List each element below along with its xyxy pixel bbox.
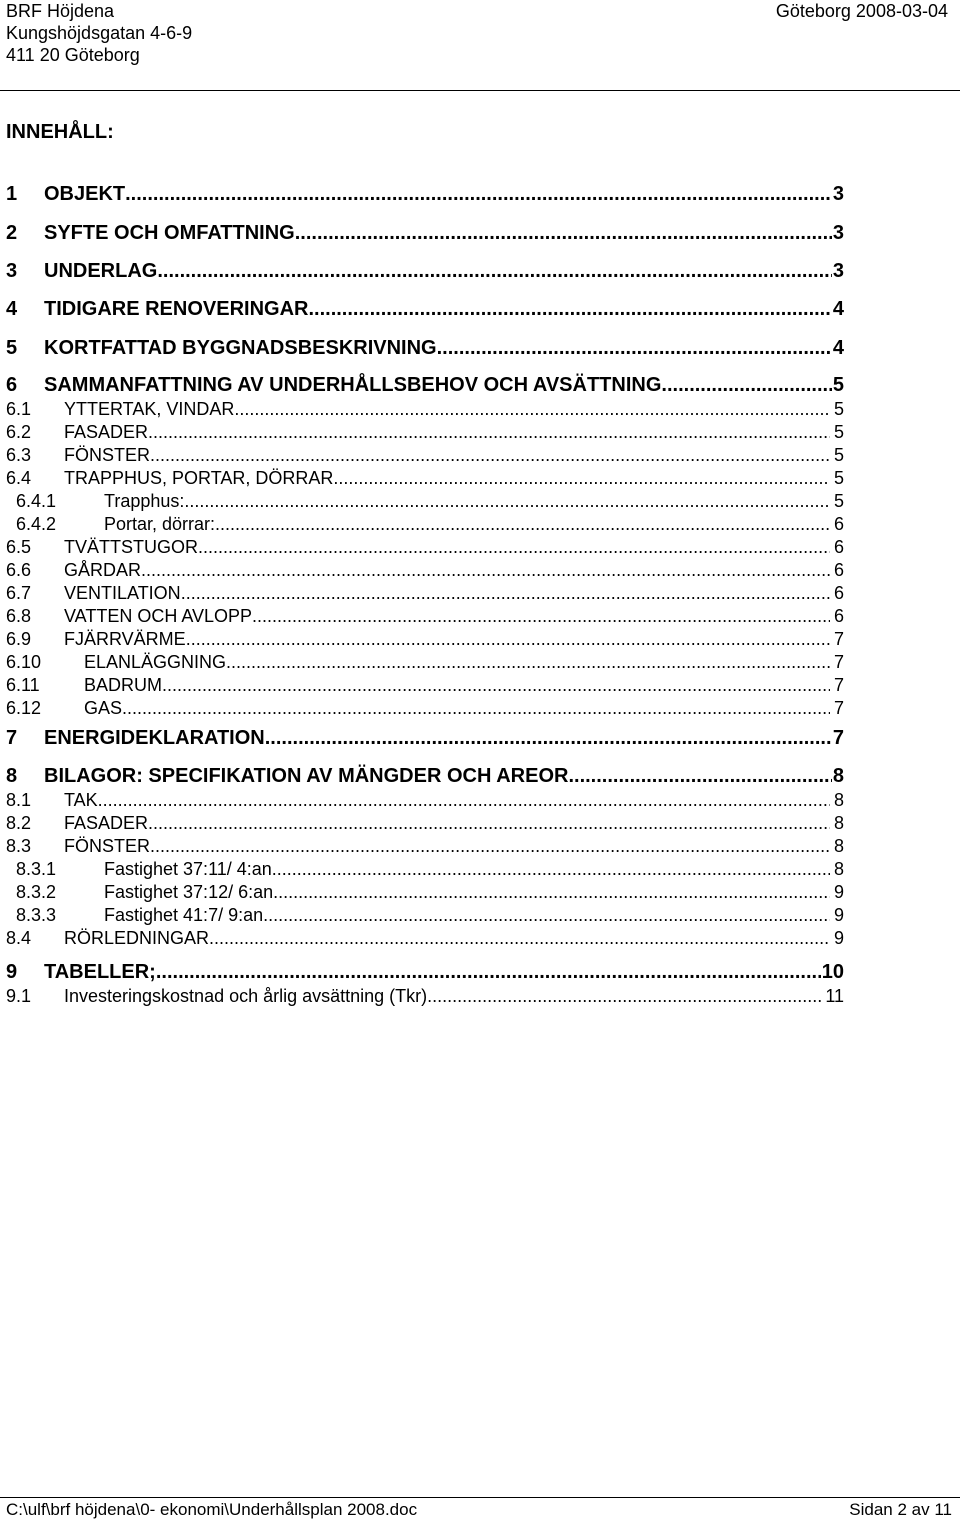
toc-entry-title: RÖRLEDNINGAR — [64, 928, 210, 948]
toc-entry-title: Trapphus: — [104, 491, 185, 511]
toc-entry-number: 8.1 — [6, 790, 32, 810]
toc-dot-leader — [252, 605, 830, 627]
toc-entry-page: 4 — [832, 337, 844, 359]
toc-entry-number: 6.1 — [6, 399, 32, 419]
toc-entry-page: 7 — [833, 698, 844, 718]
toc-entry-title: Fastighet 37:12/ 6:an — [104, 882, 274, 902]
toc-entry-title: GAS — [84, 698, 123, 718]
toc-entry-title: OBJEKT — [44, 183, 126, 205]
toc-entry-page: 7 — [833, 675, 844, 695]
toc-entry-number: 6.11 — [6, 675, 40, 695]
toc-entry-number: 7 — [6, 727, 18, 749]
toc-entry-number: 8 — [6, 765, 18, 787]
toc-entry-title: BILAGOR: SPECIFIKATION AV MÄNGDER OCH AREOR — [44, 765, 569, 787]
toc-entry-title: ENERGIDEKLARATION — [44, 727, 265, 749]
toc-entry-title: FASADER — [64, 813, 149, 833]
toc-entry-page: 10 — [821, 961, 844, 983]
toc-entry[interactable] — [6, 904, 844, 926]
toc-heading: INNEHÅLL: — [6, 121, 114, 143]
toc-entry-number: 6.5 — [6, 537, 32, 557]
toc-entry[interactable] — [6, 421, 844, 443]
footer-file-path: C:\ulf\brf höjdena\0- ekonomi\Underhållsplan 2008.doc — [6, 1500, 418, 1519]
toc-dot-leader — [234, 398, 830, 420]
toc-entry[interactable] — [6, 513, 844, 535]
toc-entry[interactable] — [6, 490, 844, 512]
toc-entry-number: 6.12 — [6, 698, 42, 718]
toc-dot-leader — [181, 582, 830, 604]
toc-entry[interactable] — [6, 764, 844, 788]
toc-entry-page: 7 — [833, 652, 844, 672]
toc-entry[interactable] — [6, 960, 844, 984]
toc-entry-number: 6.8 — [6, 606, 32, 626]
toc-entry-title: TRAPPHUS, PORTAR, DÖRRAR — [64, 468, 334, 488]
toc-entry[interactable] — [6, 559, 844, 581]
toc-entry[interactable] — [6, 927, 844, 949]
toc-entry[interactable] — [6, 605, 844, 627]
toc-entry-page: 6 — [833, 583, 844, 603]
toc-entry-number: 8.3.2 — [16, 882, 57, 902]
toc-entry-title: ELANLÄGGNING — [84, 652, 227, 672]
toc-dot-leader — [272, 858, 830, 880]
toc-dot-leader — [226, 651, 830, 673]
toc-entry[interactable] — [6, 259, 844, 283]
toc-entry[interactable] — [6, 182, 844, 206]
toc-dot-leader — [156, 960, 821, 984]
header-place-date: Göteborg 2008-03-04 — [775, 1, 948, 21]
toc-dot-leader — [184, 490, 830, 512]
toc-entry-number: 4 — [6, 298, 18, 320]
toc-entry-page: 6 — [833, 560, 844, 580]
toc-entry-number: 6.4 — [6, 468, 32, 488]
toc-entry-page: 8 — [833, 859, 844, 879]
toc-entry-number: 8.3 — [6, 836, 32, 856]
toc-entry-number: 6.3 — [6, 445, 32, 465]
toc-dot-leader — [265, 726, 832, 750]
toc-entry-page: 5 — [833, 422, 844, 442]
toc-entry-title: FASADER — [64, 422, 149, 442]
toc-entry-title: UNDERLAG — [44, 260, 158, 282]
toc-entry-page: 6 — [833, 537, 844, 557]
toc-entry-title: YTTERTAK, VINDAR — [64, 399, 235, 419]
toc-entry-number: 9.1 — [6, 986, 32, 1006]
toc-dot-leader — [209, 927, 830, 949]
toc-dot-leader — [148, 421, 830, 443]
toc-entry[interactable] — [6, 726, 844, 750]
toc-entry[interactable] — [6, 336, 844, 360]
toc-entry-number: 8.2 — [6, 813, 32, 833]
toc-entry[interactable] — [6, 674, 844, 696]
toc-entry-page: 5 — [833, 468, 844, 488]
toc-dot-leader — [263, 904, 830, 926]
toc-entry-title: Portar, dörrar: — [104, 514, 216, 534]
table-of-contents — [6, 0, 844, 1100]
toc-dot-leader — [162, 674, 830, 696]
toc-entry[interactable] — [6, 881, 844, 903]
toc-entry-title: FJÄRRVÄRME — [64, 629, 186, 649]
toc-entry-page: 7 — [832, 727, 844, 749]
toc-entry-number: 6.7 — [6, 583, 32, 603]
toc-dot-leader — [148, 812, 830, 834]
toc-entry-title: SYFTE OCH OMFATTNING — [44, 222, 295, 244]
toc-entry-title: Fastighet 37:11/ 4:an — [104, 859, 272, 879]
toc-entry-title: KORTFATTAD BYGGNADSBESKRIVNING — [44, 337, 437, 359]
toc-entry-number: 8.3.3 — [16, 905, 57, 925]
toc-dot-leader — [150, 444, 830, 466]
toc-entry-title: GÅRDAR — [64, 560, 142, 580]
toc-entry-page: 11 — [825, 986, 844, 1006]
toc-entry-page: 5 — [832, 374, 844, 396]
toc-entry-title: TABELLER; — [44, 961, 156, 983]
toc-entry-number: 6.2 — [6, 422, 32, 442]
toc-dot-leader — [125, 182, 832, 206]
toc-entry[interactable] — [6, 697, 844, 719]
toc-entry[interactable] — [6, 812, 844, 834]
toc-dot-leader — [308, 297, 831, 321]
toc-entry-page: 5 — [833, 445, 844, 465]
toc-dot-leader — [427, 985, 821, 1007]
toc-dot-leader — [150, 835, 830, 857]
toc-entry-page: 6 — [833, 514, 844, 534]
footer-page-number: Sidan 2 av 11 — [849, 1500, 952, 1519]
toc-entry-page: 8 — [833, 813, 844, 833]
toc-entry-page: 8 — [833, 790, 844, 810]
toc-entry-page: 3 — [832, 260, 844, 282]
toc-entry-number: 6 — [6, 374, 18, 396]
toc-entry-page: 9 — [833, 905, 844, 925]
toc-entry-page: 9 — [833, 928, 844, 948]
toc-entry-number: 3 — [6, 260, 18, 282]
toc-entry[interactable] — [6, 373, 844, 397]
toc-entry[interactable] — [6, 651, 844, 673]
toc-entry-page: 6 — [833, 606, 844, 626]
toc-entry-title: Fastighet 41:7/ 9:an — [104, 905, 264, 925]
toc-entry-number: 6.10 — [6, 652, 42, 672]
toc-entry-number: 1 — [6, 183, 18, 205]
toc-entry[interactable] — [6, 858, 844, 880]
toc-dot-leader — [141, 559, 830, 581]
toc-dot-leader — [198, 536, 830, 558]
toc-entry-page: 8 — [833, 836, 844, 856]
toc-entry[interactable] — [6, 536, 844, 558]
toc-dot-leader — [157, 259, 832, 283]
org-street-address: Kungshöjdsgatan 4-6-9 — [6, 23, 193, 43]
toc-dot-leader — [568, 764, 831, 788]
toc-entry-number: 6.9 — [6, 629, 32, 649]
toc-entry-title: SAMMANFATTNING AV UNDERHÅLLSBEHOV OCH AVSÄTTNING — [44, 374, 662, 396]
toc-dot-leader — [333, 467, 830, 489]
toc-entry[interactable] — [6, 789, 844, 811]
toc-entry-title: VENTILATION — [64, 583, 181, 603]
toc-entry-page: 7 — [833, 629, 844, 649]
toc-entry-title: Investeringskostnad och årlig avsättning (Tkr) — [64, 986, 428, 1006]
toc-entry-number: 8.4 — [6, 928, 32, 948]
toc-entry-number: 6.6 — [6, 560, 32, 580]
toc-entry-number: 8.3.1 — [16, 859, 57, 879]
toc-dot-leader — [437, 336, 832, 360]
org-name: BRF Höjdena — [6, 1, 115, 21]
toc-entry[interactable] — [6, 467, 844, 489]
toc-entry[interactable] — [6, 835, 844, 857]
toc-entry-page: 3 — [832, 222, 844, 244]
toc-entry[interactable] — [6, 221, 844, 245]
toc-dot-leader — [186, 628, 830, 650]
toc-entry[interactable] — [6, 985, 844, 1007]
toc-entry[interactable] — [6, 582, 844, 604]
toc-entry-title: TAK — [64, 790, 98, 810]
toc-dot-leader — [661, 373, 831, 397]
org-postal-address: 411 20 Göteborg — [6, 45, 140, 65]
toc-entry-page: 9 — [833, 882, 844, 902]
toc-entry-title: BADRUM — [84, 675, 163, 695]
toc-entry-title: VATTEN OCH AVLOPP — [64, 606, 253, 626]
toc-entry-page: 8 — [832, 765, 844, 787]
toc-dot-leader — [122, 697, 830, 719]
toc-entry-number: 2 — [6, 222, 18, 244]
toc-entry-number: 6.4.2 — [16, 514, 57, 534]
toc-entry-number: 9 — [6, 961, 18, 983]
toc-entry[interactable] — [6, 297, 844, 321]
toc-entry-title: FÖNSTER — [64, 836, 151, 856]
toc-entry-page: 3 — [832, 183, 844, 205]
toc-entry-number: 6.4.1 — [16, 491, 57, 511]
toc-entry-page: 5 — [833, 491, 844, 511]
toc-dot-leader — [98, 789, 830, 811]
toc-entry-title: TIDIGARE RENOVERINGAR — [44, 298, 309, 320]
toc-entry[interactable] — [6, 628, 844, 650]
toc-dot-leader — [273, 881, 830, 903]
toc-entry[interactable] — [6, 444, 844, 466]
toc-entry-title: TVÄTTSTUGOR — [64, 537, 198, 557]
footer-divider — [0, 1497, 960, 1498]
toc-entry-title: FÖNSTER — [64, 445, 151, 465]
toc-dot-leader — [295, 221, 832, 245]
toc-dot-leader — [215, 513, 830, 535]
toc-entry-number: 5 — [6, 337, 18, 359]
toc-entry-page: 5 — [833, 399, 844, 419]
toc-entry[interactable] — [6, 398, 844, 420]
toc-entry-page: 4 — [832, 298, 844, 320]
